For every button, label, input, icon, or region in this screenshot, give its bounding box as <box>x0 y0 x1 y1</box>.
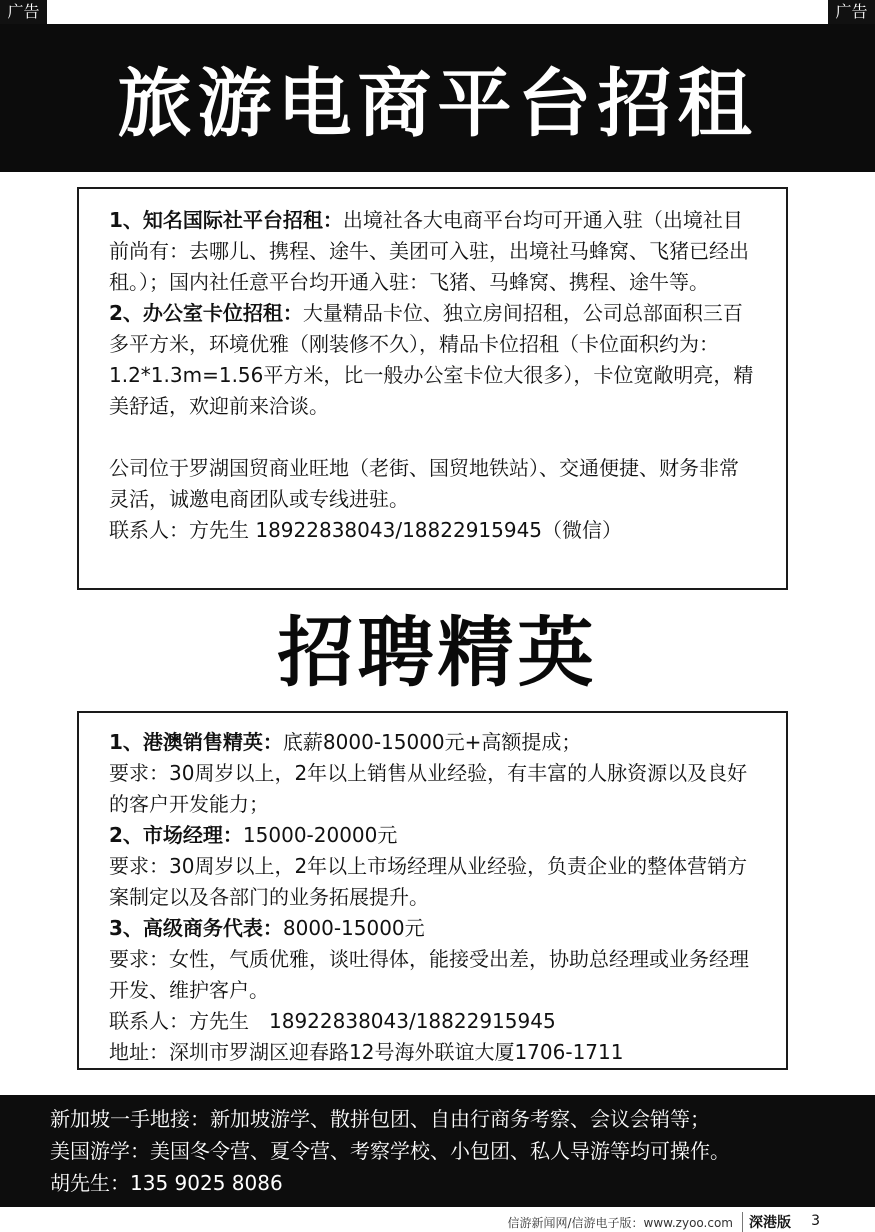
rental-location: 公司位于罗湖国贸商业旺地（老街、国贸地铁站）、交通便捷、财务非常灵活，诚邀电商团队或专线进驻。 <box>109 456 739 511</box>
rental-contact: 联系人：方先生 18922838043/18822915945（微信） <box>109 518 623 542</box>
job-2-requirement: 要求：30周岁以上，2年以上市场经理从业经验，负责企业的整体营销方案制定以及各部门的业务拓展提升。 <box>109 854 748 909</box>
footer-line-3: 胡先生：135 9025 8086 <box>50 1171 283 1195</box>
footer-line-2: 美国游学：美国冬令营、夏令营、考察学校、小包团、私人导游等均可操作。 <box>50 1139 730 1163</box>
publication-source: 信游新闻网/信游电子版：www.zyoo.com <box>507 1216 733 1230</box>
job-3-salary: 8000-15000元 <box>282 916 425 940</box>
edition-label: 深港版 <box>742 1212 791 1232</box>
ad-label-left: 广告 <box>0 0 47 24</box>
recruit-title: 招聘精英 <box>277 608 598 697</box>
rental-item-1 <box>109 205 758 298</box>
rental-item-2 <box>109 298 758 422</box>
rental-item-2-heading: 2、办公室卡位招租： <box>109 301 303 325</box>
job-3-heading: 3、高级商务代表： <box>109 916 283 940</box>
rental-info-box <box>77 187 788 590</box>
ad-label-right: 广告 <box>828 0 875 24</box>
rental-item-1-text: 出境社各大电商平台均可开通入驻（出境社目前尚有：去哪儿、携程、途牛、美团可入驻，出境社马蜂窝、飞猪已经出租。）；国内社任意平台均开通入驻：飞猪、马蜂窝、携程、途牛等。 <box>109 208 749 294</box>
job-2-heading: 2、市场经理： <box>109 823 243 847</box>
job-1-salary: 底薪8000-15000元+高额提成； <box>282 730 582 754</box>
rental-item-2-text: 大量精品卡位、独立房间招租，公司总部面积三百多平方米，环境优雅（刚装修不久），精品卡位招租（卡位面积约为：1.2*1.3m=1.56平方米，比一般办公室卡位大很多），卡位宽敞明亮，精美舒适，欢迎前来洽谈。 <box>109 301 754 418</box>
job-2-salary: 15000-20000元 <box>242 823 398 847</box>
footer-banner <box>0 1095 875 1207</box>
bottom-bar <box>0 1208 875 1230</box>
job-2-line <box>109 820 758 851</box>
spacer <box>109 422 758 453</box>
recruit-contact: 联系人：方先生 18922838043/18822915945 <box>109 1009 556 1033</box>
job-3-requirement: 要求：女性，气质优雅，谈吐得体，能接受出差，协助总经理或业务经理开发、维护客户。 <box>109 947 749 1002</box>
job-1-requirement: 要求：30周岁以上，2年以上销售从业经验，有丰富的人脉资源以及良好的客户开发能力； <box>109 761 748 816</box>
rental-item-1-heading: 1、知名国际社平台招租： <box>109 208 343 232</box>
job-1-heading: 1、港澳销售精英： <box>109 730 283 754</box>
recruit-info-box <box>77 711 788 1070</box>
job-1-line <box>109 727 758 758</box>
banner-title: 旅游电商平台招租 <box>117 61 758 147</box>
page-number: 3 <box>811 1213 820 1229</box>
recruit-address: 地址：深圳市罗湖区迎春路12号海外联谊大厦1706-1711 <box>109 1040 624 1064</box>
title-banner <box>0 24 875 172</box>
job-3-line <box>109 913 758 944</box>
footer-line-1: 新加坡一手地接：新加坡游学、散拼包团、自由行商务考察、会议会销等； <box>50 1107 710 1131</box>
